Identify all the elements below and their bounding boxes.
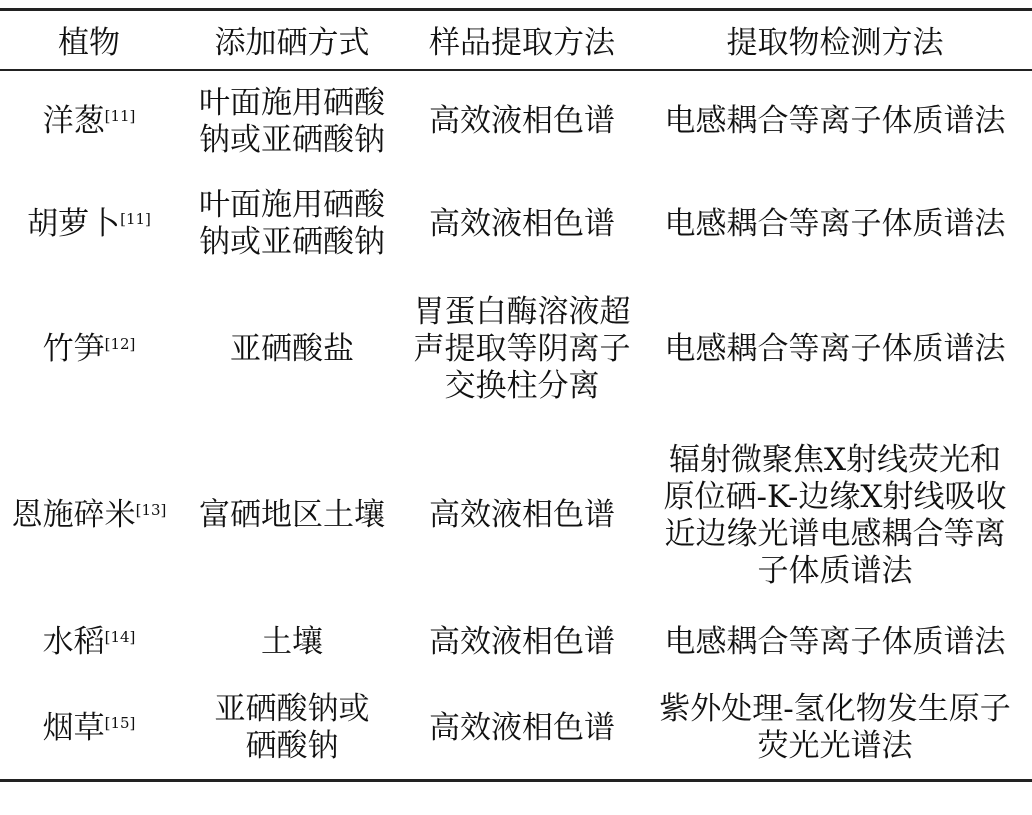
header-extract-detection-method: 提取物检测方法 bbox=[638, 10, 1032, 70]
method-line: 钠或亚硒酸钠 bbox=[199, 224, 385, 260]
plant-name: 水稻 bbox=[42, 624, 105, 660]
cell-method bbox=[178, 678, 406, 781]
extraction-line: 高效液相色谱 bbox=[429, 103, 615, 139]
cell-method bbox=[178, 173, 406, 276]
cell-plant bbox=[0, 173, 178, 276]
extraction-line: 声提取等阴离子 bbox=[413, 331, 631, 367]
method-line: 亚硒酸盐 bbox=[230, 331, 354, 367]
header-plant: 植物 bbox=[0, 10, 178, 70]
detection-line: 子体质谱法 bbox=[757, 552, 913, 589]
cell-extraction bbox=[406, 608, 638, 678]
cell-detection bbox=[638, 276, 1032, 424]
table-row bbox=[0, 276, 1032, 424]
extraction-line: 高效液相色谱 bbox=[429, 624, 615, 660]
detection-line: 电感耦合等离子体质谱法 bbox=[664, 331, 1006, 367]
cell-plant bbox=[0, 424, 178, 608]
selenium-methods-table bbox=[0, 8, 1032, 782]
cell-extraction bbox=[406, 678, 638, 781]
extraction-line: 交换柱分离 bbox=[444, 368, 600, 404]
method-line: 叶面施用硒酸 bbox=[199, 84, 385, 121]
method-line: 叶面施用硒酸 bbox=[199, 187, 385, 223]
detection-line: 近边缘光谱电感耦合等离 bbox=[664, 515, 1006, 552]
table-row bbox=[0, 173, 1032, 276]
cell-method bbox=[178, 70, 406, 173]
cell-method bbox=[178, 424, 406, 608]
plant-name: 竹笋 bbox=[42, 331, 105, 367]
header-row bbox=[0, 10, 1032, 70]
detection-line: 荧光光谱法 bbox=[757, 728, 913, 765]
citation-ref: [11] bbox=[104, 107, 136, 125]
plant-name: 恩施碎米 bbox=[11, 497, 136, 533]
plant-name: 洋葱 bbox=[42, 103, 105, 139]
cell-extraction bbox=[406, 173, 638, 276]
citation-ref: [15] bbox=[104, 713, 136, 732]
method-line: 富硒地区土壤 bbox=[199, 497, 385, 533]
cell-extraction bbox=[406, 70, 638, 173]
table-row bbox=[0, 608, 1032, 678]
cell-detection bbox=[638, 608, 1032, 678]
cell-extraction bbox=[406, 276, 638, 424]
header-selenium-addition-method: 添加硒方式 bbox=[178, 10, 406, 70]
method-line: 硒酸钠 bbox=[245, 728, 339, 765]
cell-detection bbox=[638, 173, 1032, 276]
citation-ref: [13] bbox=[135, 501, 167, 519]
extraction-line: 高效液相色谱 bbox=[429, 709, 615, 746]
table-row bbox=[0, 678, 1032, 781]
header-sample-extraction-method: 样品提取方法 bbox=[406, 10, 638, 70]
cell-detection bbox=[638, 70, 1032, 173]
method-line: 钠或亚硒酸钠 bbox=[199, 121, 385, 158]
method-line: 亚硒酸钠或 bbox=[214, 691, 370, 728]
cell-plant bbox=[0, 678, 178, 781]
table-row bbox=[0, 70, 1032, 173]
citation-ref: [12] bbox=[104, 335, 136, 353]
detection-line: 原位硒-K-边缘X射线吸收 bbox=[663, 478, 1007, 515]
plant-name: 烟草 bbox=[42, 709, 105, 746]
cell-detection bbox=[638, 678, 1032, 781]
table-row bbox=[0, 424, 1032, 608]
detection-line: 电感耦合等离子体质谱法 bbox=[664, 103, 1006, 139]
cell-plant bbox=[0, 608, 178, 678]
citation-ref: [14] bbox=[104, 628, 136, 646]
table-body bbox=[0, 70, 1032, 781]
plant-name: 胡萝卜 bbox=[27, 205, 121, 242]
table-header bbox=[0, 10, 1032, 70]
detection-line: 电感耦合等离子体质谱法 bbox=[664, 624, 1006, 660]
detection-line: 紫外处理-氢化物发生原子 bbox=[659, 691, 1011, 728]
detection-line: 辐射微聚焦X射线荧光和 bbox=[668, 441, 1002, 478]
cell-method bbox=[178, 276, 406, 424]
cell-plant bbox=[0, 276, 178, 424]
extraction-line: 胃蛋白酶溶液超 bbox=[413, 294, 631, 330]
extraction-line: 高效液相色谱 bbox=[429, 497, 615, 533]
cell-extraction bbox=[406, 424, 638, 608]
cell-detection bbox=[638, 424, 1032, 608]
extraction-line: 高效液相色谱 bbox=[429, 205, 615, 242]
cell-plant bbox=[0, 70, 178, 173]
cell-method bbox=[178, 608, 406, 678]
citation-ref: [11] bbox=[120, 209, 151, 228]
detection-line: 电感耦合等离子体质谱法 bbox=[664, 205, 1006, 242]
method-line: 土壤 bbox=[261, 624, 323, 660]
